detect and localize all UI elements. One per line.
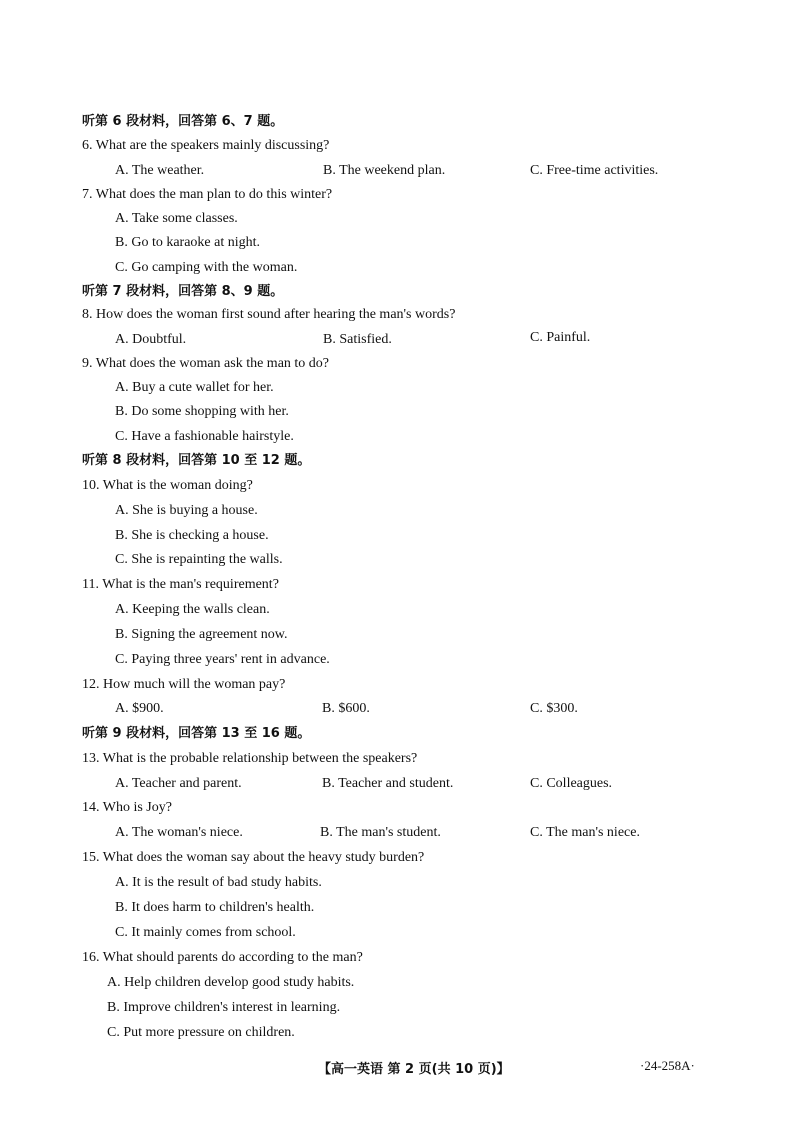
question-stem: 9. What does the woman ask the man to do? [82, 356, 330, 371]
exam-code: ·24-258A· [640, 1058, 695, 1073]
option-b: B. Satisfied. [323, 332, 392, 347]
option-a: A. She is buying a house. [115, 503, 258, 518]
option-a: A. Take some classes. [115, 211, 238, 226]
option-c: C. Go camping with the woman. [115, 260, 298, 275]
option-c: C. The man's niece. [530, 825, 640, 840]
option-c: C. Colleagues. [530, 776, 613, 791]
option-c: C. Put more pressure on children. [107, 1025, 295, 1040]
question-stem: 8. How does the woman first sound after hearing the man's words? [82, 307, 456, 322]
option-c: C. She is repainting the walls. [115, 552, 283, 567]
question-stem: 15. What does the woman say about the heavy study burden? [82, 850, 425, 865]
option-c: C. Paying three years' rent in advance. [115, 652, 330, 667]
option-a: A. The weather. [115, 163, 205, 178]
option-b: B. $600. [322, 701, 370, 716]
question-stem: 6. What are the speakers mainly discussing? [82, 138, 330, 153]
option-b: B. She is checking a house. [115, 528, 269, 543]
option-a: A. Teacher and parent. [115, 776, 242, 791]
option-a: A. Doubtful. [115, 332, 187, 347]
option-a: A. Buy a cute wallet for her. [115, 380, 274, 395]
option-a: A. It is the result of bad study habits. [115, 875, 322, 890]
option-a: A. Keeping the walls clean. [115, 602, 270, 617]
question-stem: 7. What does the man plan to do this winter? [82, 187, 333, 202]
option-c: C. Have a fashionable hairstyle. [115, 429, 294, 444]
option-c: C. Painful. [530, 330, 591, 345]
question-stem: 12. How much will the woman pay? [82, 677, 286, 692]
option-b: B. The man's student. [320, 825, 441, 840]
option-a: A. The woman's niece. [115, 825, 243, 840]
option-c: C. It mainly comes from school. [115, 925, 296, 940]
section-heading: 听第 9 段材料，回答第 13 至 16 题。 [82, 726, 311, 741]
page-footer: 【高一英语 第 2 页(共 10 页)】 [318, 1062, 510, 1077]
section-heading: 听第 6 段材料，回答第 6、7 题。 [82, 114, 284, 129]
option-a: A. $900. [115, 701, 164, 716]
option-b: B. Go to karaoke at night. [115, 235, 261, 250]
question-stem: 14. Who is Joy? [82, 800, 172, 815]
option-b: B. Do some shopping with her. [115, 404, 289, 419]
question-stem: 10. What is the woman doing? [82, 478, 253, 493]
option-b: B. Teacher and student. [322, 776, 454, 791]
section-heading: 听第 8 段材料，回答第 10 至 12 题。 [82, 453, 311, 468]
option-b: B. Improve children's interest in learning. [107, 1000, 341, 1015]
option-b: B. It does harm to children's health. [115, 900, 315, 915]
section-heading: 听第 7 段材料，回答第 8、9 题。 [82, 284, 284, 299]
option-c: C. Free-time activities. [530, 163, 659, 178]
question-stem: 11. What is the man's requirement? [82, 577, 279, 592]
option-b: B. The weekend plan. [323, 163, 446, 178]
option-b: B. Signing the agreement now. [115, 627, 288, 642]
question-stem: 16. What should parents do according to the man? [82, 950, 363, 965]
option-c: C. $300. [530, 701, 578, 716]
option-a: A. Help children develop good study habits. [107, 975, 355, 990]
question-stem: 13. What is the probable relationship between the speakers? [82, 751, 418, 766]
